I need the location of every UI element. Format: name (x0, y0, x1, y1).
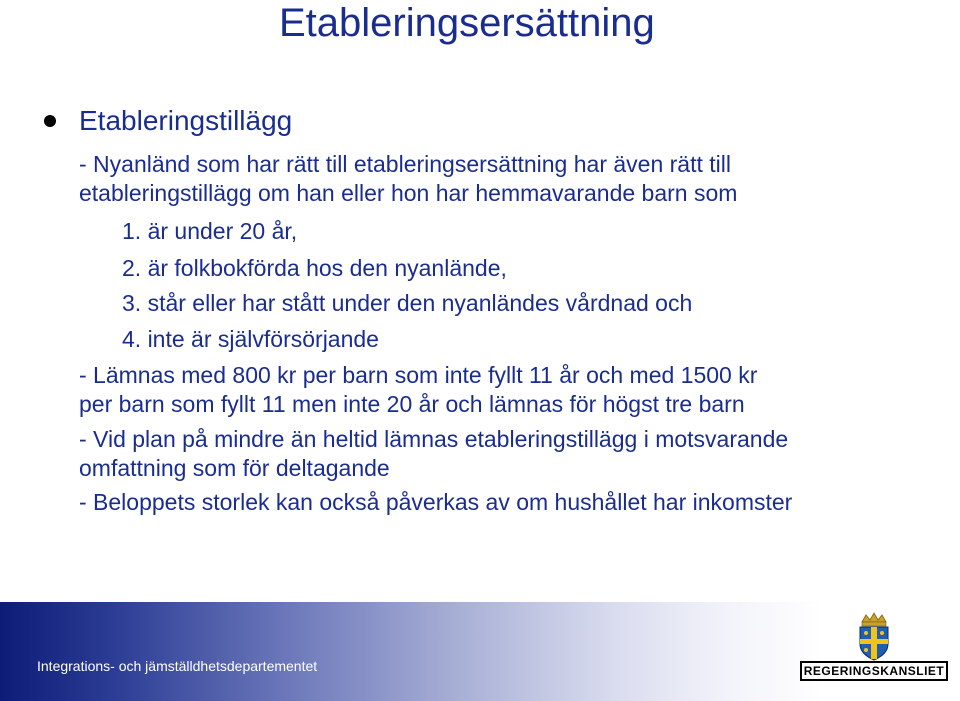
intro-paragraph (79, 150, 737, 208)
numbered-item: 1. är under 20 år, (122, 218, 298, 244)
amount-line: - Lämnas med 800 kr per barn som inte fyllt 11 år och med 1500 kr (79, 362, 758, 388)
parttime-line: omfattning som för deltagande (79, 455, 390, 481)
government-logo-wordmark: REGERINGSKANSLIET (800, 661, 948, 681)
intro-line: - Nyanländ som har rätt till etableringsersättning har även rätt till (79, 151, 731, 177)
income-paragraph: - Beloppets storlek kan också påverkas av om hushållet har inkomster (79, 489, 793, 515)
amount-paragraph (79, 361, 757, 419)
footer-department: Integrations- och jämställdhetsdepartementet (37, 658, 318, 674)
numbered-item: 4. inte är självförsörjande (122, 326, 379, 352)
bullet-dot (44, 115, 56, 127)
slide-title: Etableringsersättning (279, 1, 655, 45)
bullet-heading: Etableringstillägg (79, 105, 293, 136)
parttime-line: - Vid plan på mindre än heltid lämnas etableringstillägg i motsvarande (79, 426, 789, 452)
parttime-paragraph (79, 425, 788, 483)
amount-line: per barn som fyllt 11 men inte 20 år och lämnas för högst tre barn (79, 391, 745, 417)
intro-line: etableringstillägg om han eller hon har hemmavarande barn som (79, 180, 738, 206)
numbered-item: 3. står eller har stått under den nyanländes vårdnad och (122, 290, 693, 316)
numbered-item: 2. är folkbokförda hos den nyanlände, (122, 255, 507, 281)
